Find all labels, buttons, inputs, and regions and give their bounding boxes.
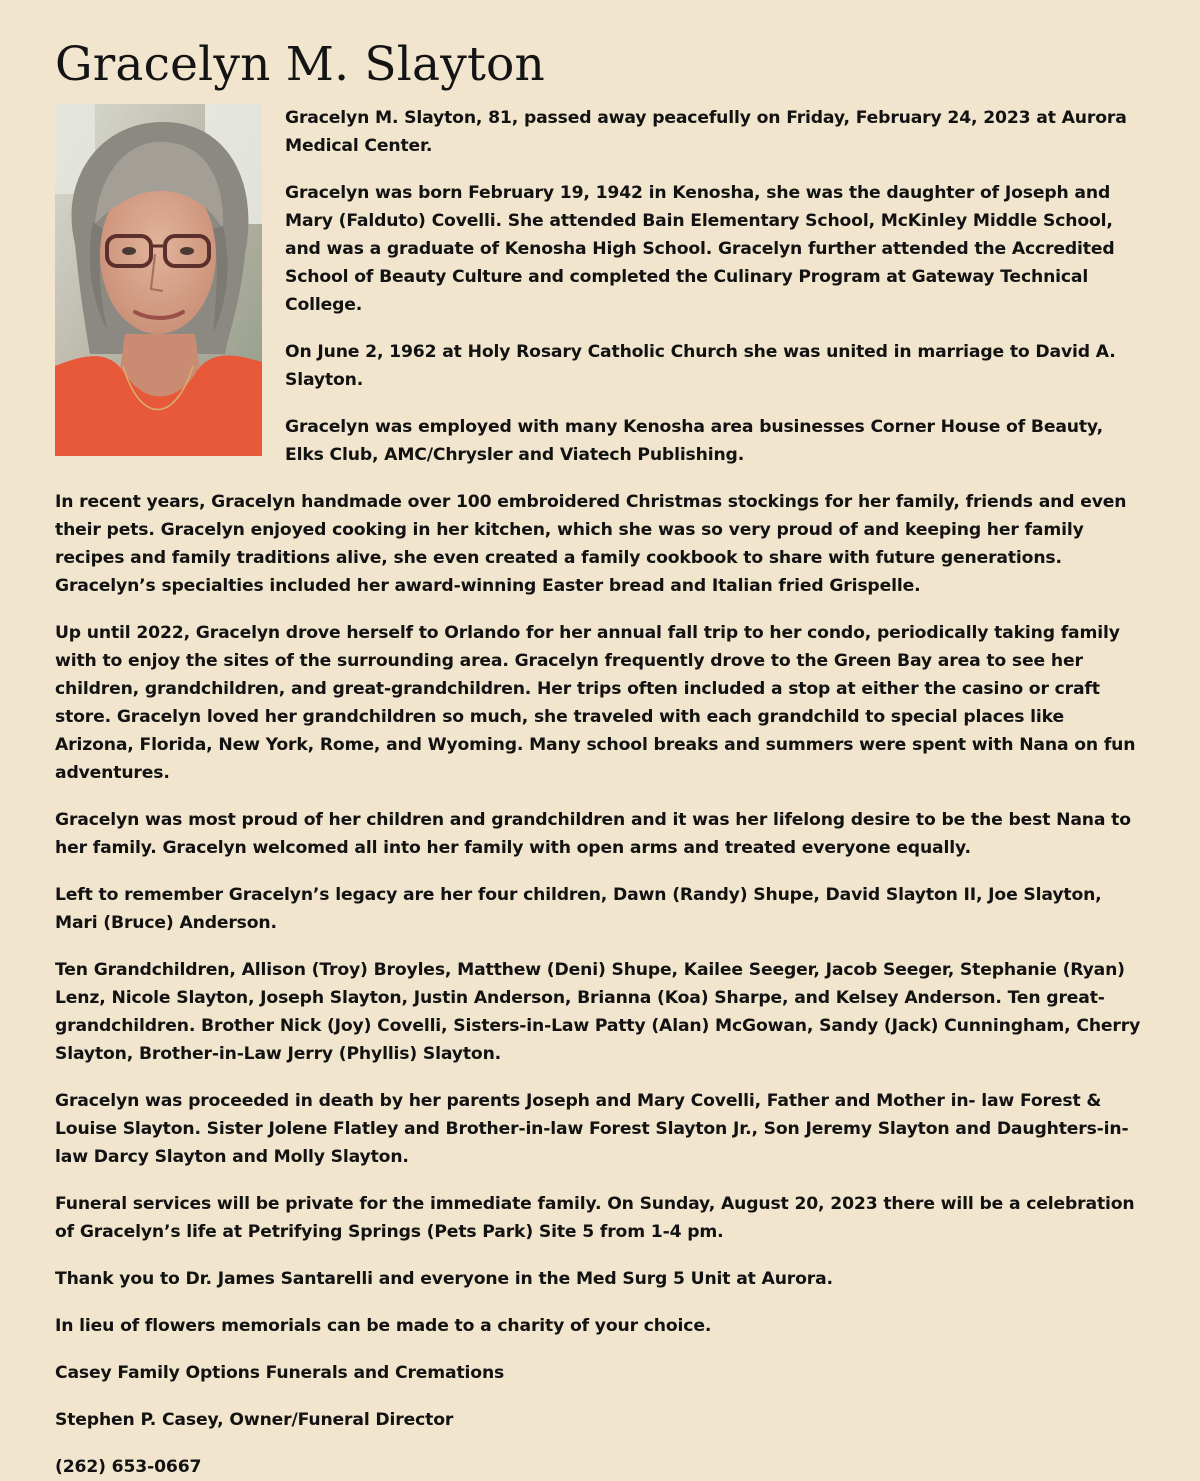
portrait-illustration [55,104,262,456]
obituary-title: Gracelyn M. Slayton [55,37,546,92]
obituary-paragraph: Up until 2022, Gracelyn drove herself to Orlando for her annual fall trip to her condo, periodically taking family with to enjoy the sites of the surrounding area. Gracelyn frequently drove to the Green Bay area to see her children, grandchildren, and great-grandchildren. Her trips often included a stop at either the casino or craft store. Gracelyn loved her grandchildren so much, she traveled with each grandchild to special places like Arizona, Florida, New York, Rome, and Wyoming. Many school breaks and summers were spent with Nana on fun adventures. [55,623,1136,783]
obituary-paragraph: Left to remember Gracelyn’s legacy are her four children, Dawn (Randy) Shupe, David Slayton II, Joe Slayton, Mari (Bruce) Anderson. [55,885,1102,933]
obituary-paragraph: Gracelyn was proceeded in death by her parents Joseph and Mary Covelli, Father and Mother in- law Forest & Louise Slayton. Sister Jolene Flatley and Brother-in-law Forest Slayton Jr., Son Jeremy Slayton and Daughters-in-law Darcy Slayton and Molly Slayton. [55,1091,1129,1167]
funeral-director: Stephen P. Casey, Owner/Funeral Director [55,1410,454,1430]
obituary-paragraph: Gracelyn was employed with many Kenosha area businesses Corner House of Beauty, Elks Club, AMC/Chrysler and Viatech Publishing. [285,417,1104,465]
obituary-paragraph: Ten Grandchildren, Allison (Troy) Broyles, Matthew (Deni) Shupe, Kailee Seeger, Jacob Seeger, Stephanie (Ryan) Lenz, Nicole Slayton, Joseph Slayton, Justin Anderson, Brianna (Koa) Sharpe, and Kelsey Anderson. Ten great-grandchildren. Brother Nick (Joy) Covelli, Sisters-in-Law Patty (Alan) McGowan, Sandy (Jack) Cunningham, Cherry Slayton, Brother-in-Law Jerry (Phyllis) Slayton. [55,960,1141,1064]
obituary-paragraph: In lieu of flowers memorials can be made to a charity of your choice. [55,1316,712,1336]
obituary-paragraph: Gracelyn was most proud of her children and grandchildren and it was her lifelong desire to be the best Nana to her family. Gracelyn welcomed all into her family with open arms and treated everyone equally. [55,810,1131,858]
funeral-home-name: Casey Family Options Funerals and Cremations [55,1363,505,1383]
obituary-paragraph: On June 2, 1962 at Holy Rosary Catholic Church she was united in marriage to David A. Slayton. [285,342,1116,390]
portrait-photo [55,104,262,456]
obituary-paragraph: Thank you to Dr. James Santarelli and everyone in the Med Surg 5 Unit at Aurora. [55,1269,833,1289]
obituary-paragraph: Gracelyn M. Slayton, 81, passed away peacefully on Friday, February 24, 2023 at Aurora Medical Center. [285,108,1127,156]
obituary-paragraph: Gracelyn was born February 19, 1942 in Kenosha, she was the daughter of Joseph and Mary (Falduto) Covelli. She attended Bain Elementary School, McKinley Middle School, and was a graduate of Kenosha High School. Gracelyn further attended the Accredited School of Beauty Culture and completed the Culinary Program at Gateway Technical College. [285,183,1115,315]
obituary-paragraph: Funeral services will be private for the immediate family. On Sunday, August 20, 2023 there will be a celebration of Gracelyn’s life at Petrifying Springs (Pets Park) Site 5 from 1-4 pm. [55,1194,1135,1242]
obituary-paragraph: In recent years, Gracelyn handmade over 100 embroidered Christmas stockings for her family, friends and even their pets. Gracelyn enjoyed cooking in her kitchen, which she was so very proud of and keeping her family recipes and family traditions alive, she even created a family cookbook to share with future generations. Gracelyn’s specialties included her award-winning Easter bread and Italian fried Grispelle. [55,492,1127,596]
phone-number: (262) 653-0667 [55,1457,202,1477]
